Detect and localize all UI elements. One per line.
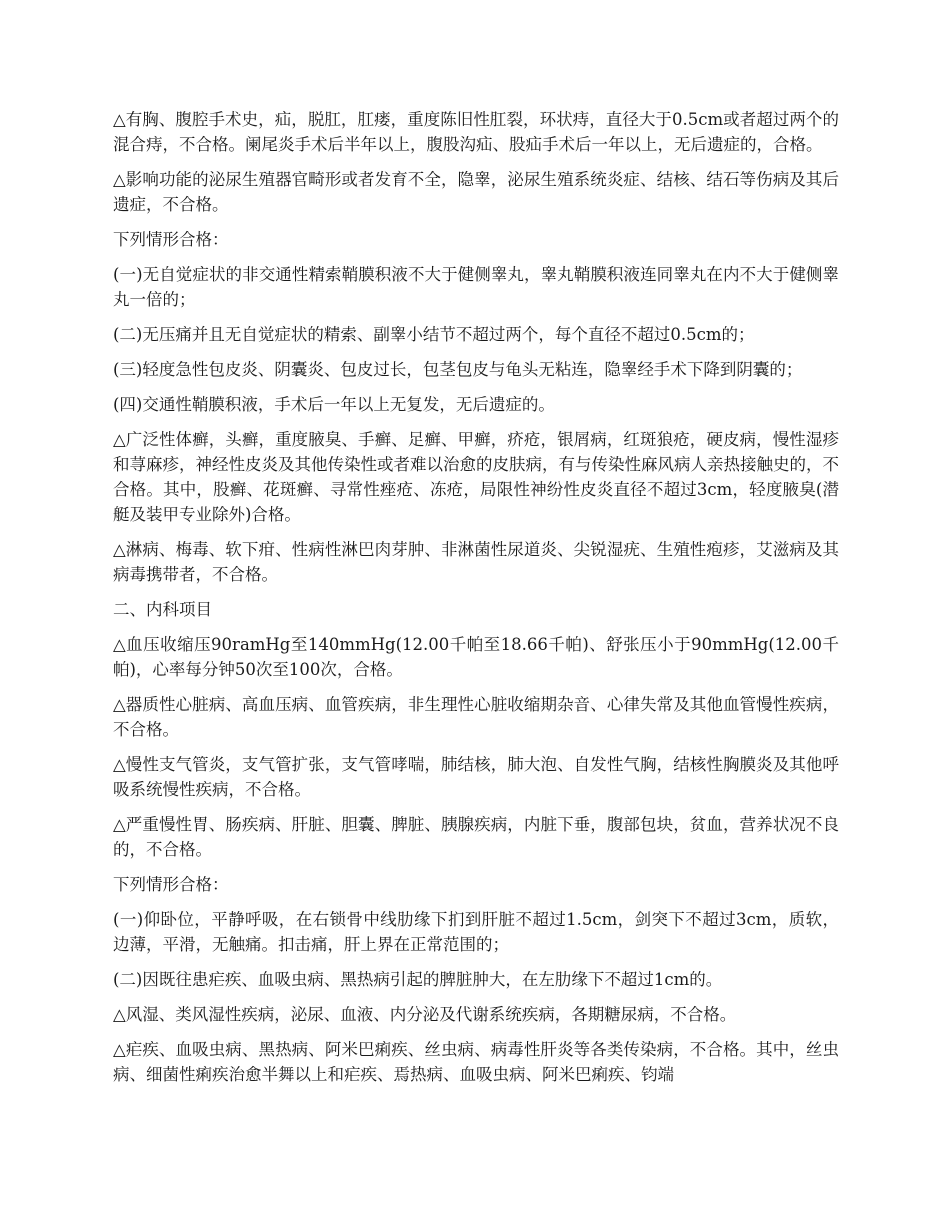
paragraph-skin-disease: △广泛性体癣，头癣，重度腋臭、手癣、足癣、甲癣，疥疮，银屑病，红斑狼疮，硬皮病，慢性湿疹和荨麻疹，神经性皮炎及其他传染性或者难以治愈的皮肤病，有与传染性麻风病人亲热接触史的，不合格。其中，股癣、花斑癣、寻常性痤疮、冻疮，局限性神纷性皮炎直径不超过3cm，轻度腋臭(潜艇及装甲专业除外)合格。 bbox=[113, 430, 839, 524]
paragraph-rheumatism: △风湿、类风湿性疾病，泌尿、血液、内分泌及代谢系统疾病，各期糖尿病，不合格。 bbox=[113, 1005, 737, 1024]
paragraph-std: △淋病、梅毒、软下疳、性病性淋巴肉芽肿、非淋菌性尿道炎、尖锐湿疣、生殖性疱疹，艾滋病及其病毒携带者，不合格。 bbox=[113, 540, 839, 584]
paragraph-urogenital: △影响功能的泌尿生殖器官畸形或者发育不全，隐睾，泌尿生殖系统炎症、结核、结石等伤病及其后遗症，不合格。 bbox=[113, 170, 839, 214]
paragraph-heart-disease: △器质性心脏病、高血压病、血管疾病，非生理性心脏收缩期杂音、心律失常及其他血管慢性疾病，不合格。 bbox=[113, 695, 839, 739]
paragraph-item-4: (四)交通性鞘膜积液，手术后一年以上无复发，无后遗症的。 bbox=[113, 395, 555, 414]
section-heading-internal-medicine: 二、内科项目 bbox=[113, 600, 212, 619]
paragraph-spleen-item: (二)因既往患疟疾、血吸虫病、黑热病引起的脾脏肿大，在左肋缘下不超过1cm的。 bbox=[113, 970, 723, 989]
paragraph-respiratory: △慢性支气管炎，支气管扩张，支气管哮喘，肺结核，肺大泡、自发性气胸，结核性胸膜炎及其他呼吸系统慢性疾病，不合格。 bbox=[113, 755, 839, 799]
paragraph-qualified-heading-2: 下列情形合格： bbox=[113, 875, 229, 894]
paragraph-surgery-history: △有胸、腹腔手术史，疝，脱肛，肛瘘，重度陈旧性肛裂，环状痔，直径大于0.5cm或者超过两个的混合痔，不合格。阑尾炎手术后半年以上，腹股沟疝、股疝手术后一年以上，无后遗症的，合格。 bbox=[113, 110, 839, 154]
paragraph-liver-item: (一)仰卧位，平静呼吸，在右锁骨中线肋缘下扪到肝脏不超过1.5cm，剑突下不超过3cm，质软，边薄，平滑，无触痛。扣击痛，肝上界在正常范围的； bbox=[113, 910, 839, 954]
paragraph-item-2: (二)无压痛并且无自觉症状的精索、副睾小结节不超过两个，每个直径不超过0.5cm的； bbox=[113, 325, 755, 344]
document-body bbox=[113, 107, 839, 1097]
paragraph-blood-pressure: △血压收缩压90ramHg至140mmHg(12.00千帕至18.66千帕)、舒张压小于90mmHg(12.00千帕)，心率每分钟50次至100次，合格。 bbox=[113, 635, 839, 679]
paragraph-digestive: △严重慢性胃、肠疾病、肝脏、胆囊、脾脏、胰腺疾病，内脏下垂，腹部包块，贫血，营养状况不良的，不合格。 bbox=[113, 815, 839, 859]
paragraph-infectious: △疟疾、血吸虫病、黑热病、阿米巴痢疾、丝虫病、病毒性肝炎等各类传染病，不合格。其中，丝虫病、细菌性痢疾治愈半舞以上和疟疾、焉热病、血吸虫病、阿米巴痢疾、钧端 bbox=[113, 1040, 839, 1084]
paragraph-item-3: (三)轻度急性包皮炎、阴囊炎、包皮过长，包茎包皮与龟头无粘连，隐睾经手术下降到阴囊的； bbox=[113, 360, 803, 379]
paragraph-item-1: (一)无自觉症状的非交通性精索鞘膜积液不大于健侧睾丸，睾丸鞘膜积液连同睾丸在内不大于健侧睾丸一倍的； bbox=[113, 265, 839, 309]
paragraph-qualified-heading: 下列情形合格： bbox=[113, 230, 229, 249]
